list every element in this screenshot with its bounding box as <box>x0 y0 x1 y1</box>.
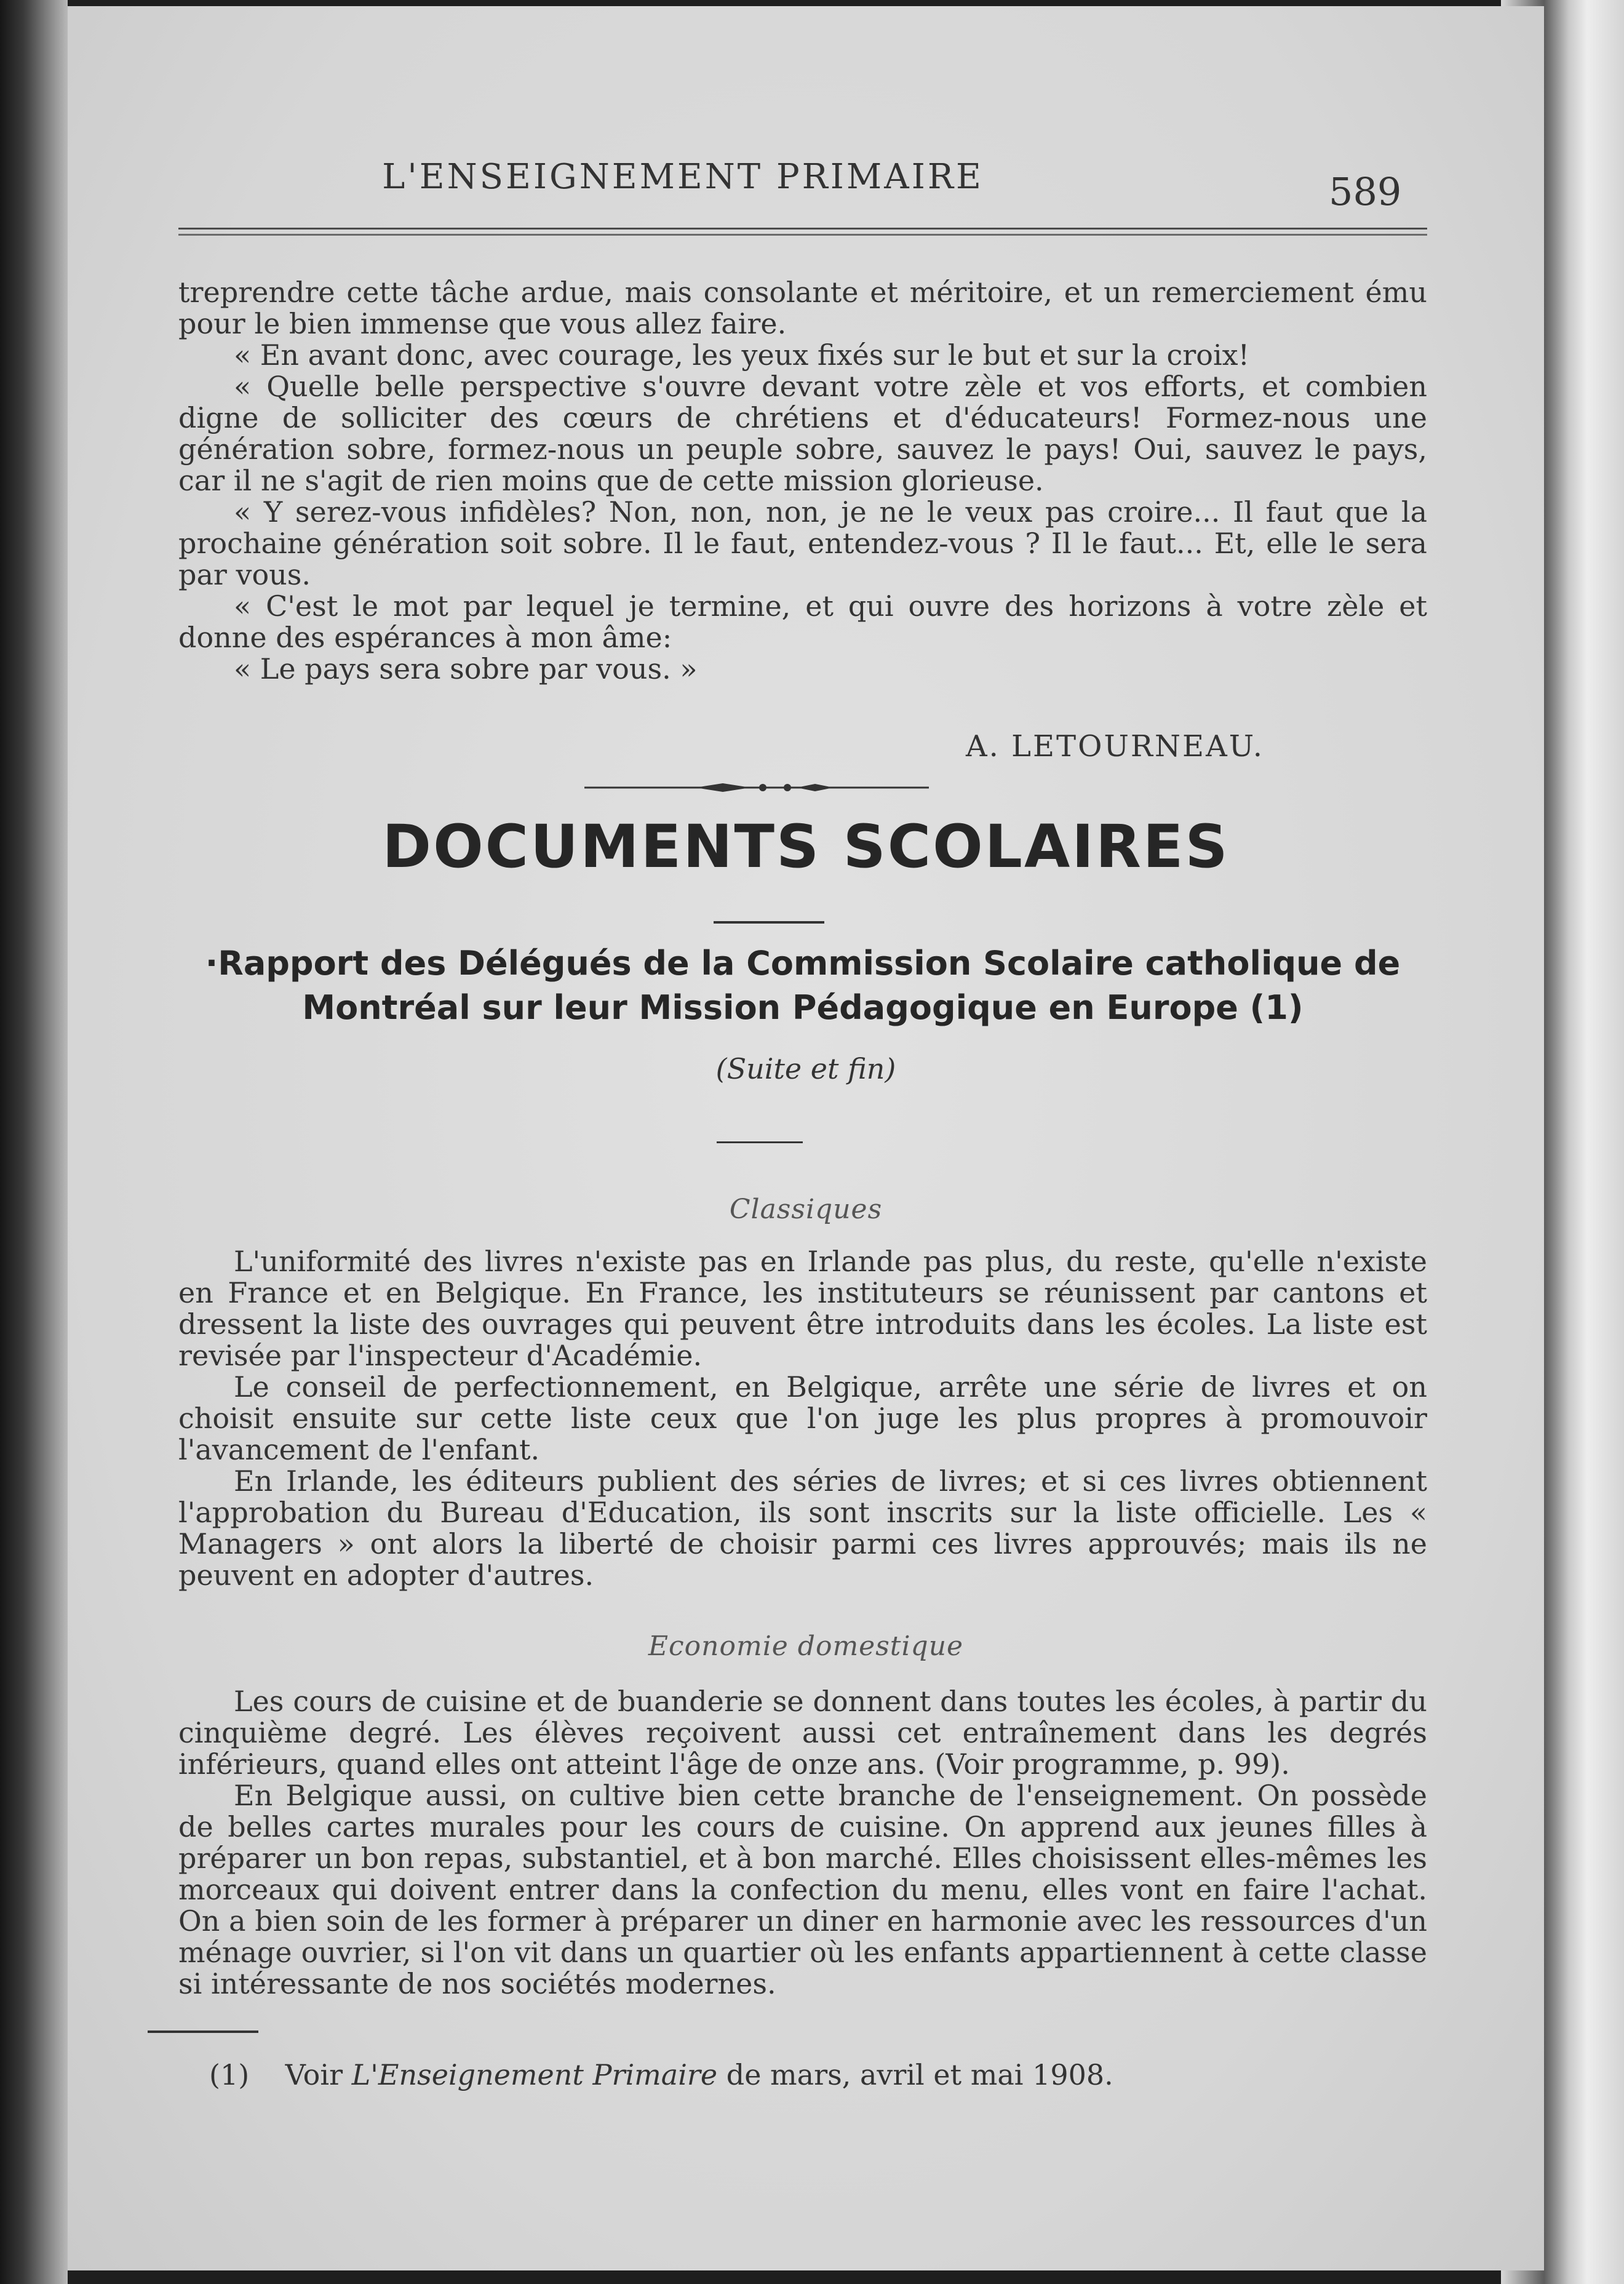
article-subtitle <box>178 941 1427 1030</box>
footnote-journal: L'Enseignement Primaire <box>351 2058 718 2091</box>
paragraph: « En avant donc, avec courage, les yeux fixés sur le but et sur la croix! <box>234 338 1250 372</box>
section-rule <box>717 1141 803 1143</box>
subtitle-line: Montréal sur leur Mission Pédagogique en Europe (1) <box>302 988 1304 1027</box>
section-heading-economie: Economie domestique <box>648 1631 964 1662</box>
article-title: DOCUMENTS SCOLAIRES <box>382 812 1230 881</box>
signature: A. LETOURNEAU. <box>966 729 1265 764</box>
footnote-rule <box>148 2030 258 2033</box>
paragraph: L'uniformité des livres n'existe pas en Irlande pas plus, du reste, qu'elle n'existe en France et en Belgique. En France, les instituteurs se réunissent par cantons et dressent la liste des ouvrages qui peuvent être introduits dans les écoles. La liste est revisée par l'inspecteur d'Académie. <box>178 1245 1427 1372</box>
book-binding-left <box>0 0 68 2284</box>
continuation-text <box>178 277 1427 685</box>
suite-et-fin: (Suite et fin) <box>715 1052 896 1085</box>
paragraph: « Le pays sera sobre par vous. » <box>234 652 698 685</box>
ornamental-divider-icon <box>584 778 929 797</box>
paragraph: En Belgique aussi, on cultive bien cette branche de l'enseignement. On possède de belles cartes murales pour les cours de cuisine. On apprend aux jeunes filles à préparer un bon repas, substantiel, et à bon marché. Elles choisissent elles-mêmes les morceaux qui doivent entrer dans la confection du menu, elles vont en faire l'achat. On a bien soin de les former à préparer un diner en harmonie avec les ressources d'un ménage ouvrier, si l'on vit dans un quartier où les enfants appartiennent à cette classe si intéressante de nos sociétés modernes. <box>178 1779 1427 2000</box>
header-double-rule <box>178 228 1427 230</box>
footnote <box>209 2058 1113 2091</box>
paragraph: « C'est le mot par lequel je termine, et qui ouvre des horizons à votre zèle et donne des espérances à mon âme: <box>178 589 1427 654</box>
book-page <box>68 6 1544 2270</box>
paragraph: Les cours de cuisine et de buanderie se donnent dans toutes les écoles, à partir du cinquième degré. Les élèves reçoivent aussi cet entraînement dans les degrés inférieurs, quand elles ont atteint l'âge de onze ans. (Voir programme, p. 99). <box>178 1685 1427 1781</box>
running-title: L'ENSEIGNEMENT PRIMAIRE <box>382 157 984 197</box>
paragraph: Le conseil de perfectionnement, en Belgique, arrête une série de livres et on choisit ensuite sur cette liste ceux que l'on juge les plus propres à promouvoir l'avancement de l'enfant. <box>178 1370 1427 1466</box>
footnote-marker: (1) <box>209 2058 250 2091</box>
paragraph: treprendre cette tâche ardue, mais consolante et méritoire, et un remerciement ému pour le bien immense que vous allez faire. <box>178 276 1427 340</box>
title-rule <box>714 921 824 924</box>
footnote-suffix: de mars, avril et mai 1908. <box>726 2058 1113 2091</box>
page-number: 589 <box>1329 169 1402 214</box>
section-heading-classiques: Classiques <box>729 1194 883 1225</box>
paragraph: « Y serez-vous infidèles? Non, non, non, je ne le veux pas croire... Il faut que la prochaine génération soit sobre. Il le faut, entendez-vous ? Il le faut... Et, elle le sera par vous. <box>178 495 1427 591</box>
paragraph: En Irlande, les éditeurs publient des séries de livres; et si ces livres obtiennent l'approbation du Bureau d'Education, ils sont inscrits sur la liste officielle. Les « Managers » ont alors la liberté de choisir parmi ces livres approuvés; mais ils ne peuvent en adopter d'autres. <box>178 1464 1427 1592</box>
footnote-prefix: Voir <box>285 2058 343 2091</box>
classiques-text <box>178 1246 1427 1591</box>
subtitle-line: ·Rapport des Délégués de la Commission Scolaire catholique de <box>205 944 1401 983</box>
paragraph: « Quelle belle perspective s'ouvre devant votre zèle et vos efforts, et combien digne de solliciter des cœurs de chrétiens et d'éducateurs! Formez-nous une génération sobre, formez-nous un peuple sobre, sauvez le pays! Oui, sauvez le pays, car il ne s'agit de rien moins que de cette mission glorieuse. <box>178 370 1427 497</box>
economie-text <box>178 1686 1427 2000</box>
